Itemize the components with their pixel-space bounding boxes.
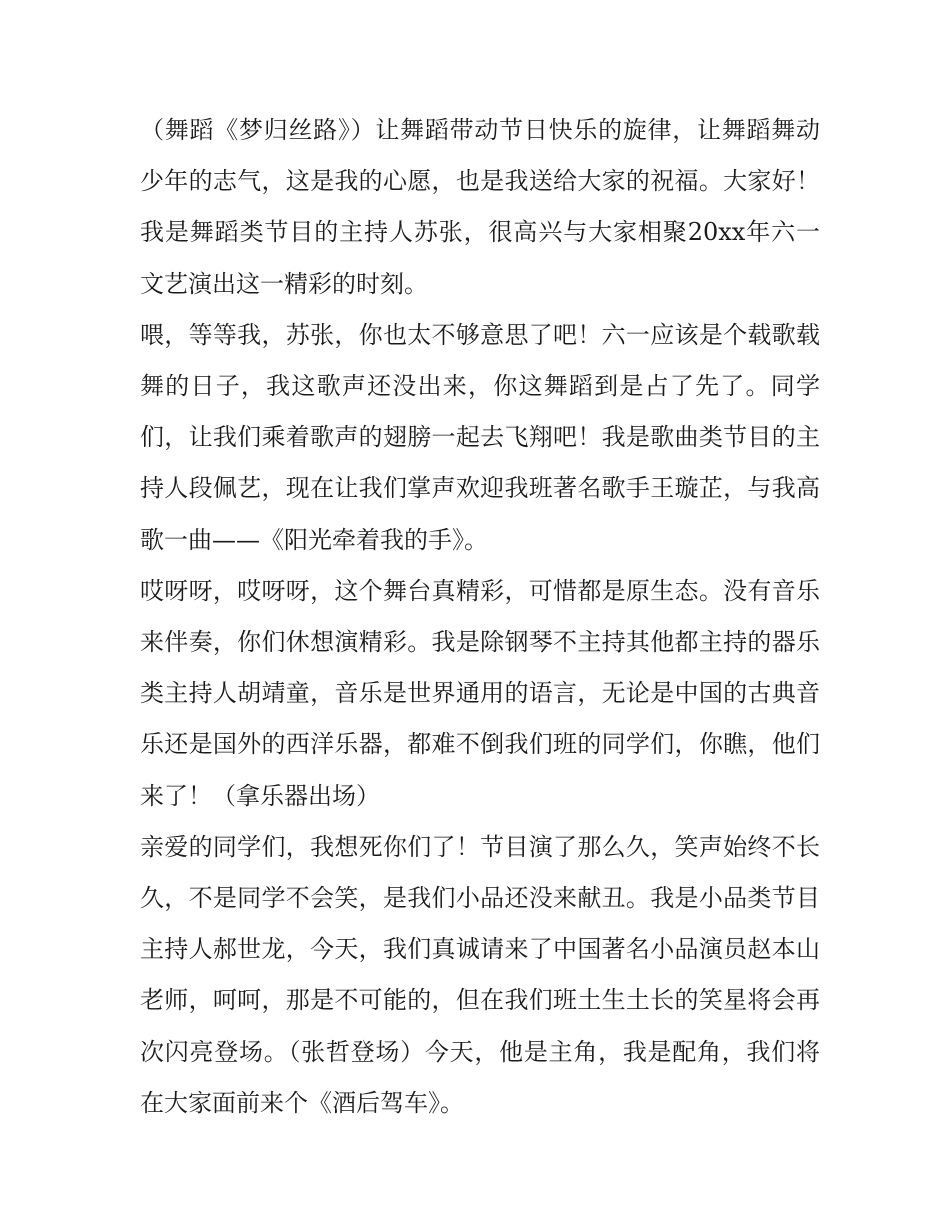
paragraph-dance-host: （舞蹈《梦归丝路》）让舞蹈带动节日快乐的旋律，让舞蹈舞动少年的志气，这是我的心愿，也是我送给大家的祝福。大家好！我是舞蹈类节目的主持人苏张，很高兴与大家相聚20xx年六一文艺演出这一精彩的时刻。 bbox=[140, 116, 820, 298]
paragraph-instrument-host: 哎呀呀，哎呀呀，这个舞台真精彩，可惜都是原生态。没有音乐来伴奏，你们休想演精彩。我是除钢琴不主持其他都主持的器乐类主持人胡靖童，音乐是世界通用的语言，无论是中国的古典音乐还是国外的西洋乐器，都难不倒我们班的同学们，你瞧，他们来了！（拿乐器出场） bbox=[140, 576, 820, 810]
paragraph-skit-host: 亲爱的同学们，我想死你们了！节目演了那么久，笑声始终不长久，不是同学不会笑，是我们小品还没来献丑。我是小品类节目主持人郝世龙，今天，我们真诚请来了中国著名小品演员赵本山老师，呵呵，那是不可能的，但在我们班土生土长的笑星将会再次闪亮登场。（张哲登场）今天，他是主角，我是配角，我们将在大家面前来个《酒后驾车》。 bbox=[140, 832, 820, 1117]
document-body bbox=[140, 105, 820, 1129]
paragraph-song-host: 喂，等等我，苏张，你也太不够意思了吧！六一应该是个载歌载舞的日子，我这歌声还没出来，你这舞蹈到是占了先了。同学们，让我们乘着歌声的翅膀一起去飞翔吧！我是歌曲类节目的主持人段佩艺，现在让我们掌声欢迎我班著名歌手王璇芷，与我高歌一曲——《阳光牵着我的手》。 bbox=[140, 320, 820, 554]
